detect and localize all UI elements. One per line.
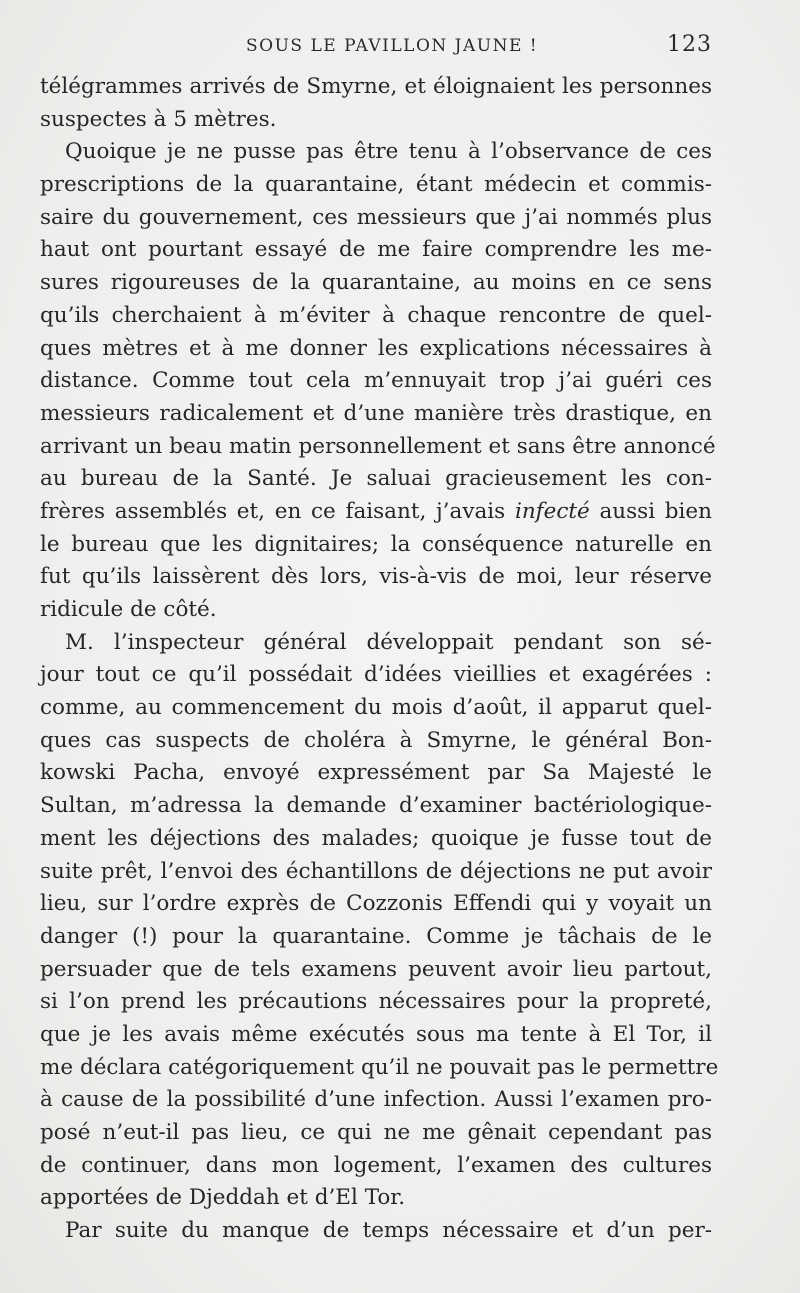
- text-line: apportées de Djeddah et d’El Tor.: [40, 1185, 406, 1211]
- body-text: [40, 71, 719, 1248]
- text-line: que je les avais même exécutés sous ma tente à El Tor, il: [40, 1021, 712, 1047]
- text-line: de continuer, dans mon logement, l’examen des cultures: [40, 1152, 712, 1178]
- text-line: Sultan, m’adressa la demande d’examiner bactériologique-: [40, 793, 712, 819]
- page-header: [40, 30, 712, 60]
- text-line: prescriptions de la quarantaine, étant médecin et commis-: [40, 172, 712, 198]
- text-line: persuader que de tels examens peuvent avoir lieu partout,: [40, 956, 712, 982]
- text-run: frères assemblés et, en ce faisant, j’avais: [40, 498, 515, 524]
- text-line: distance. Comme tout cela m’ennuyait trop j’ai guéri ces: [40, 368, 712, 394]
- paragraph: [40, 136, 716, 626]
- emphasized-word: infecté: [514, 498, 590, 524]
- paragraph: [40, 1215, 712, 1248]
- text-line-with-emphasis: [40, 496, 712, 529]
- paragraph: [40, 627, 719, 1215]
- text-line: sures rigoureuses de la quarantaine, au moins en ce sens: [40, 270, 712, 296]
- text-line: messieurs radicalement et d’une manière très drastique, en: [40, 400, 712, 426]
- text-line: suite prêt, l’envoi des échantillons de déjections ne put avoir: [40, 858, 712, 884]
- text-line: si l’on prend les précautions nécessaires pour la propreté,: [40, 989, 712, 1015]
- text-line: ridicule de côté.: [40, 597, 217, 622]
- text-line: Par suite du manque de temps nécessaire et d’un per-: [65, 1218, 712, 1244]
- text-line: suspectes à 5 mètres.: [40, 106, 277, 132]
- text-line: qu’ils cherchaient à m’éviter à chaque rencontre de quel-: [40, 302, 712, 328]
- text-line: jour tout ce qu’il possédait d’idées vieillies et exagérées :: [40, 662, 712, 688]
- text-line: lieu, sur l’ordre exprès de Cozzonis Effendi qui y voyait un: [40, 891, 712, 917]
- running-head: SOUS LE PAVILLON JAUNE !: [246, 36, 539, 56]
- text-line: me déclara catégoriquement qu’il ne pouvait pas le permettre: [40, 1054, 719, 1080]
- text-line: Quoique je ne pusse pas être tenu à l’observance de ces: [65, 139, 712, 165]
- text-line: danger (!) pour la quarantaine. Comme je tâchais de le: [40, 923, 712, 949]
- text-line: arrivant un beau matin personnellement et sans être annoncé: [40, 433, 716, 459]
- text-line: M. l’inspecteur général développait pendant son sé-: [65, 629, 712, 655]
- text-line: le bureau que les dignitaires; la conséquence naturelle en: [40, 531, 712, 557]
- text-line: fut qu’ils laissèrent dès lors, vis-à-vis de moi, leur réserve: [40, 564, 712, 590]
- text-line: ques mètres et à me donner les explications nécessaires à: [40, 335, 712, 361]
- text-line: ques cas suspects de choléra à Smyrne, le général Bon-: [40, 727, 712, 753]
- text-line: saire du gouvernement, ces messieurs que j’ai nommés plus: [40, 204, 712, 230]
- text-line: ment les déjections des malades; quoique je fusse tout de: [40, 825, 712, 851]
- text-run: aussi bien: [589, 498, 712, 524]
- text-line: haut ont pourtant essayé de me faire comprendre les me-: [40, 237, 712, 263]
- text-line: posé n’eut-il pas lieu, ce qui ne me gênait cependant pas: [40, 1120, 712, 1145]
- page-number: 123: [667, 32, 712, 57]
- text-line: télégrammes arrivés de Smyrne, et éloignaient les personnes: [40, 74, 712, 99]
- paragraph: [40, 71, 712, 136]
- text-line: comme, au commencement du mois d’août, il apparut quel-: [40, 695, 712, 721]
- text-line: à cause de la possibilité d’une infection. Aussi l’examen pro-: [40, 1087, 712, 1113]
- text-line: au bureau de la Santé. Je saluai gracieusement les con-: [40, 466, 712, 492]
- text-line: kowski Pacha, envoyé expressément par Sa Majesté le: [40, 760, 712, 786]
